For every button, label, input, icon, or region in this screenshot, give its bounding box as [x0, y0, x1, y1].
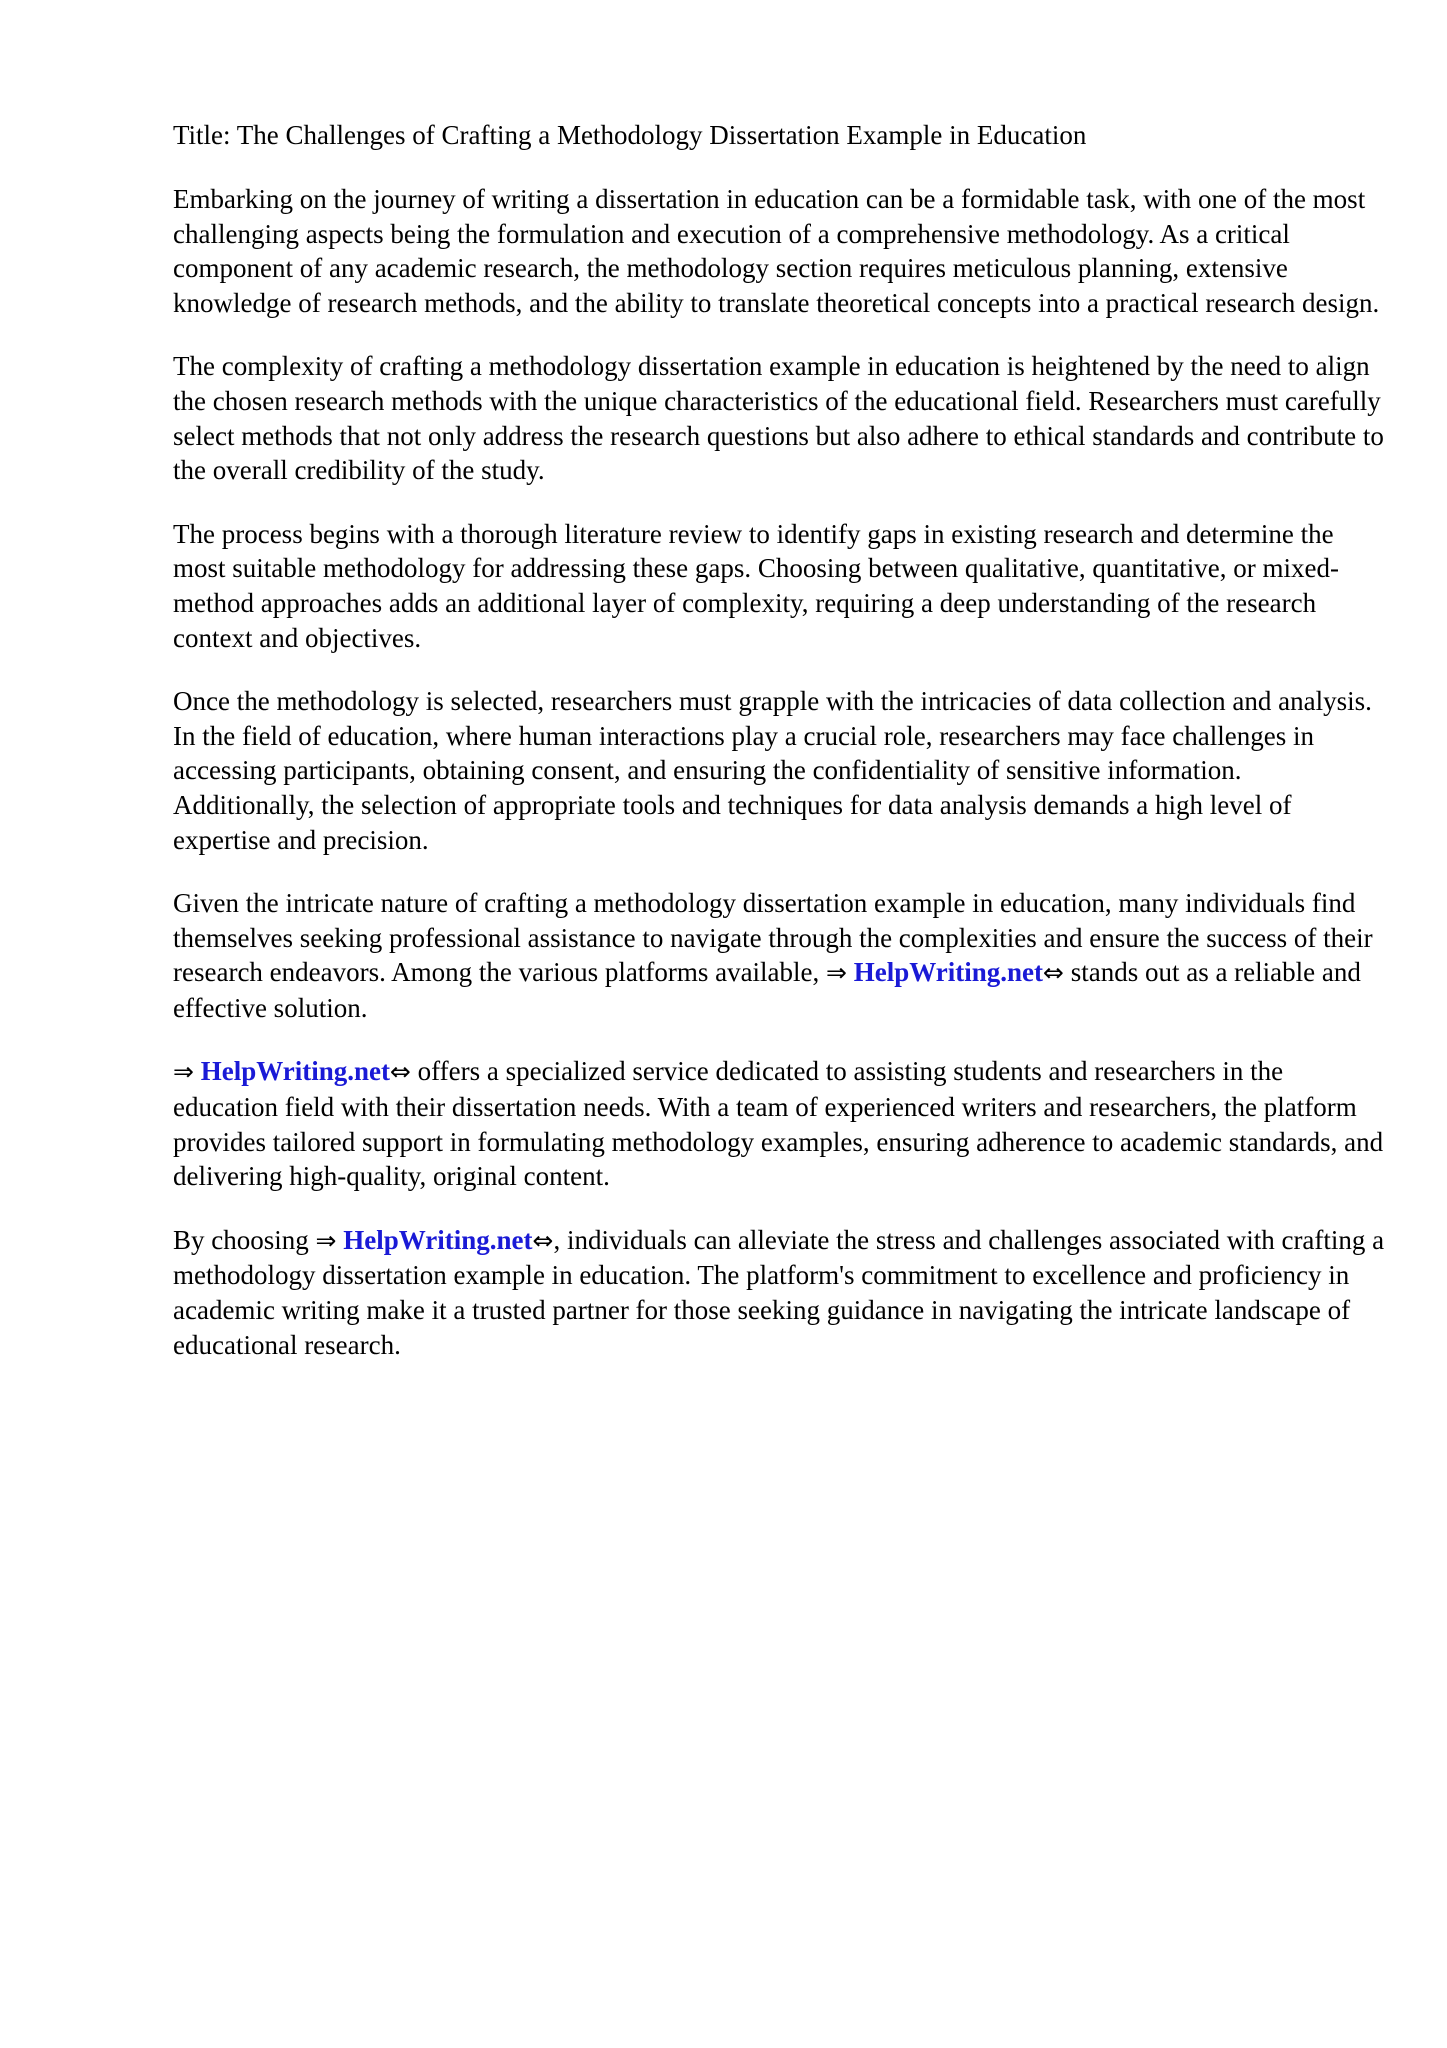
- paragraph-5: [173, 886, 1388, 1025]
- double-arrow-icon: ⇔: [1043, 958, 1064, 988]
- paragraph-6-text-after: offers a specialized service dedicated to assisting students and researchers in the education field with their dissertation needs. With a team of experienced writers and researchers, the platform provides tailored support in formulating methodology examples, ensuring adherence to academic standards, and delivering high-quality, original content.: [173, 1056, 1384, 1192]
- paragraph-3: The process begins with a thorough literature review to identify gaps in existing research and determine the most suitable methodology for addressing these gaps. Choosing between qualitative, quantitative, or mixed-method approaches adds an additional layer of complexity, requiring a deep understanding of the research context and objectives.: [173, 518, 1340, 653]
- right-arrow-icon: ⇒: [826, 958, 847, 988]
- right-arrow-icon: ⇒: [315, 1225, 337, 1255]
- paragraph-7-text-before: By choosing: [173, 1224, 309, 1255]
- paragraph-5-text-before: Given the intricate nature of crafting a methodology dissertation example in education, many individuals find themselves seeking professional assistance to navigate through the complexities and ensure the success of their research endeavors. Among the various platforms available,: [173, 888, 1373, 988]
- paragraph-1: Embarking on the journey of writing a dissertation in education can be a formidable task, with one of the most challenging aspects being the formulation and execution of a comprehensive methodology. As a critical component of any academic research, the methodology section requires meticulous planning, extensive knowledge of research methods, and the ability to translate theoretical concepts into a practical research design.: [173, 184, 1380, 318]
- paragraph-7: [173, 1223, 1388, 1362]
- paragraph-2: The complexity of crafting a methodology dissertation example in education is heightened by the need to align the chosen research methods with the unique characteristics of the educational field. Researchers must carefully select methods that not only address the research questions but also adhere to ethical standards and contribute to the overall credibility of the study.: [173, 351, 1384, 486]
- document-title: Title: The Challenges of Crafting a Methodology Dissertation Example in Education: [173, 120, 1087, 150]
- paragraph-4: Once the methodology is selected, researchers must grapple with the intricacies of data collection and analysis. In the field of education, where human interactions play a crucial role, researchers may face challenges in accessing participants, obtaining consent, and ensuring the confidentiality of sensitive information. Additionally, the selection of appropriate tools and techniques for data analysis demands a high level of expertise and precision.: [173, 686, 1372, 855]
- helpwriting-link[interactable]: HelpWriting.net: [343, 1224, 533, 1255]
- helpwriting-link[interactable]: HelpWriting.net: [200, 1056, 390, 1087]
- paragraph-7-text-after: , individuals can alleviate the stress and challenges associated with crafting a methodology dissertation example in education. The platform's commitment to excellence and proficiency in academic writing make it a trusted partner for those seeking guidance in navigating the intricate landscape of educational research.: [173, 1224, 1385, 1360]
- helpwriting-link[interactable]: HelpWriting.net: [853, 957, 1043, 988]
- right-arrow-icon: ⇒: [173, 1057, 194, 1087]
- paragraph-6: [173, 1054, 1388, 1193]
- double-arrow-icon: ⇔: [389, 1057, 411, 1087]
- double-arrow-icon: ⇔: [532, 1225, 554, 1255]
- document-page: [173, 118, 1388, 1391]
- paragraph-5-text-after: stands out as a reliable and effective solution.: [173, 957, 1361, 1023]
